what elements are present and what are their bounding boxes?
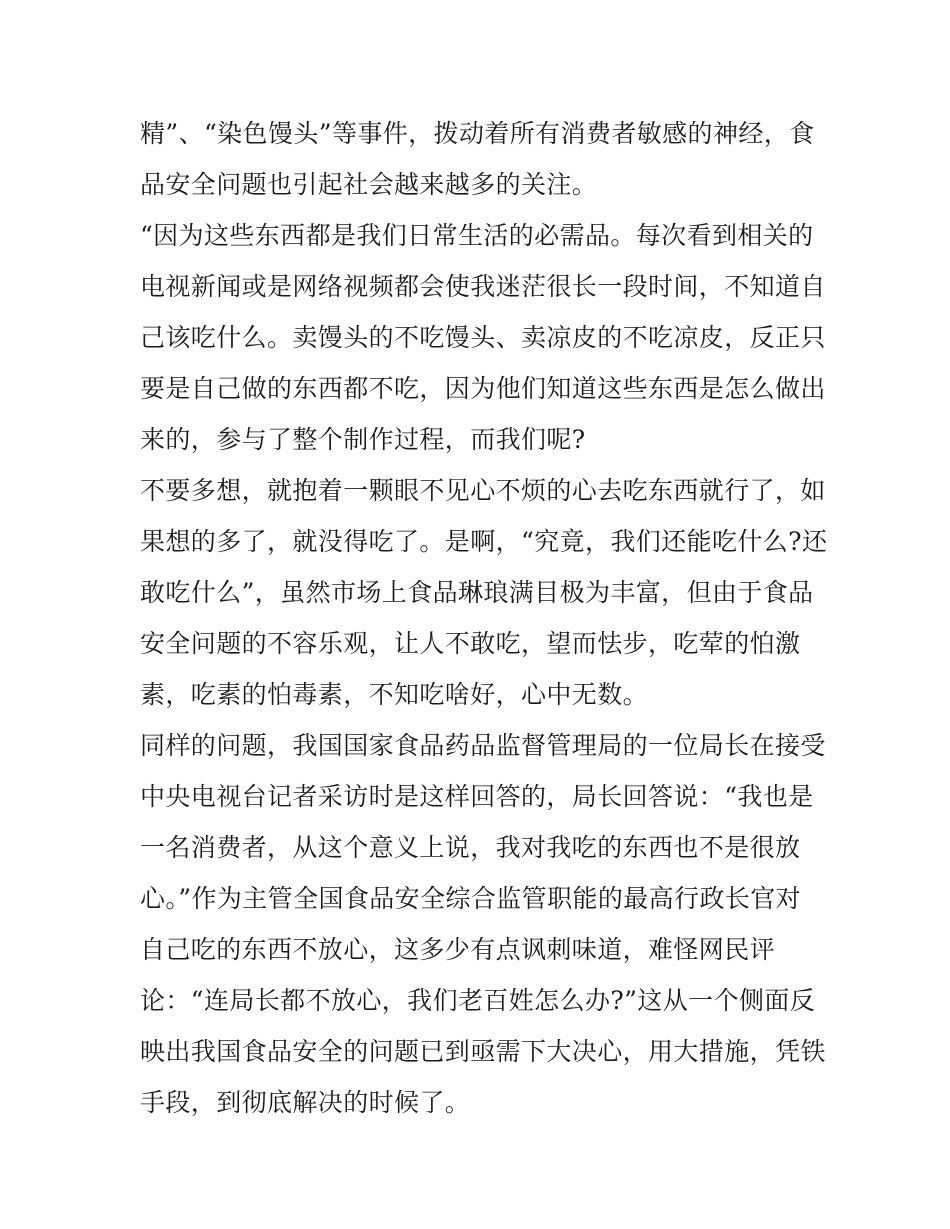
text-line: 己该吃什么。卖馒头的不吃馒头、卖凉皮的不吃凉皮，反正只 bbox=[140, 323, 826, 352]
text-line: 手段，到彻底解决的时候了。 bbox=[140, 1088, 471, 1117]
text-line: 敢吃什么”，虽然市场上食品琳琅满目极为丰富，但由于食品 bbox=[140, 578, 814, 607]
text-line: 果想的多了，就没得吃了。是啊，“究竟，我们还能吃什么?还 bbox=[140, 527, 828, 556]
text-line: 精”、“染色馒头”等事件，拨动着所有消费者敏感的神经，食 bbox=[140, 119, 815, 148]
text-line: 来的，参与了整个制作过程，而我们呢? bbox=[140, 425, 586, 454]
text-line: 电视新闻或是网络视频都会使我迷茫很长一段时间，不知道自 bbox=[140, 272, 826, 301]
text-line: 要是自己做的东西都不吃，因为他们知道这些东西是怎么做出 bbox=[140, 374, 826, 403]
text-line: 中央电视台记者采访时是这样回答的，局长回答说：“我也是 bbox=[140, 782, 814, 811]
text-line: 自己吃的东西不放心，这多少有点讽刺味道，难怪网民评 bbox=[140, 935, 776, 964]
text-line: 素，吃素的怕毒素，不知吃啥好，心中无数。 bbox=[140, 680, 649, 709]
text-line: 品安全问题也引起社会越来越多的关注。 bbox=[140, 170, 598, 199]
body-text bbox=[140, 108, 830, 1128]
text-line: 一名消费者，从这个意义上说，我对我吃的东西也不是很放 bbox=[140, 833, 801, 862]
text-line: 安全问题的不容乐观，让人不敢吃，望而怯步，吃荤的怕激 bbox=[140, 629, 801, 658]
text-line: 同样的问题，我国国家食品药品监督管理局的一位局长在接受 bbox=[140, 731, 826, 760]
text-line: 映出我国食品安全的问题已到亟需下大决心，用大措施，凭铁 bbox=[140, 1037, 826, 1066]
text-line: 论：“连局长都不放心，我们老百姓怎么办?”这从一个侧面反 bbox=[140, 986, 816, 1015]
text-line: 不要多想，就抱着一颗眼不见心不烦的心去吃东西就行了，如 bbox=[140, 476, 826, 505]
text-line: “因为这些东西都是我们日常生活的必需品。每次看到相关的 bbox=[140, 221, 814, 250]
text-line: 心。”作为主管全国食品安全综合监管职能的最高行政长官对 bbox=[140, 884, 802, 913]
